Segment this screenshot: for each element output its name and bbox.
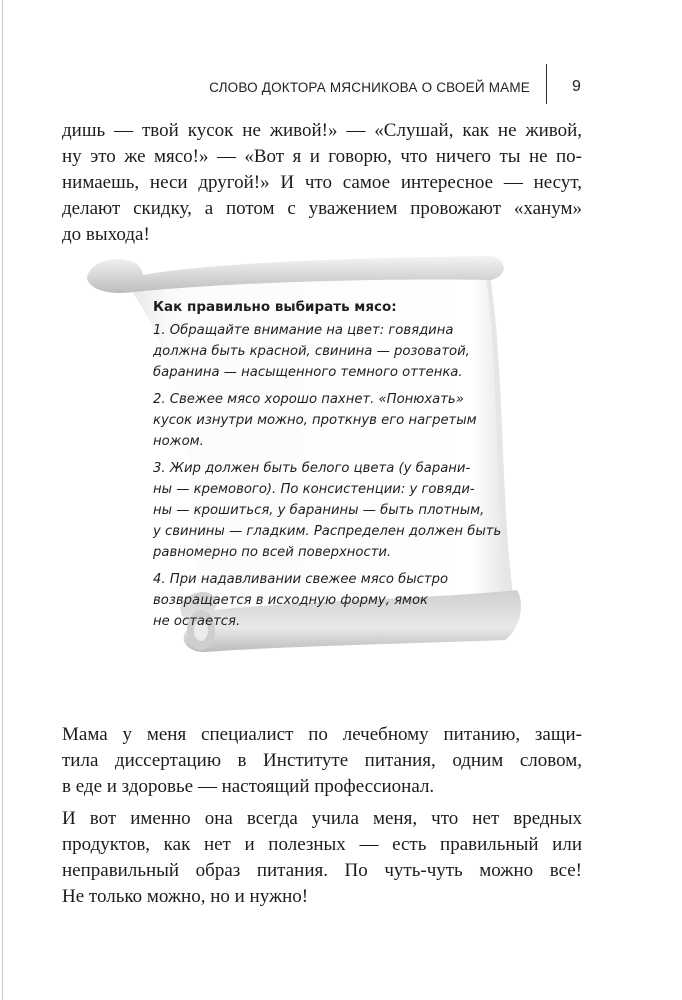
paragraph-mama: [62, 722, 582, 800]
page-edge-rule: [2, 0, 3, 1000]
meat-tips-box: [153, 298, 502, 638]
tip-line: у свинины — гладким. Распределен должен быть: [153, 524, 502, 539]
text-line: неправильный образ питания. По чуть-чуть можно все!: [62, 860, 582, 881]
text-line: нимаешь, неси другой!» И что самое интересное — несут,: [62, 172, 582, 193]
text-line: Мама у меня специалист по лечебному питанию, защи-: [62, 724, 582, 745]
text-line: в еде и здоровье — настоящий профессионал.: [62, 776, 435, 797]
tip-line: 3. Жир должен быть белого цвета (у барани-: [153, 461, 471, 476]
tip-line: ны — кремового). По консистенции: у говяди-: [153, 482, 475, 497]
page-header: [0, 74, 682, 104]
tip-line: баранина — насыщенного темного оттенка.: [153, 365, 463, 380]
tip-item: [153, 389, 483, 452]
tips-title: Как правильно выбирать мясо:: [153, 299, 397, 315]
tip-line: равномерно по всей поверхности.: [153, 545, 392, 560]
tip-line: не остается.: [153, 614, 241, 629]
tip-line: 1. Обращайте внимание на цвет: говядина: [153, 323, 454, 338]
text-line: Не только можно, но и нужно!: [62, 886, 309, 907]
tip-line: возвращается в исходную форму, ямок: [153, 593, 429, 608]
tip-item: [153, 458, 502, 563]
header-divider: [546, 64, 547, 104]
text-line: И вот именно она всегда учила меня, что нет вредных: [62, 808, 582, 829]
text-line: тила диссертацию в Институте питания, одним словом,: [62, 750, 582, 771]
tip-line: ны — крошиться, у баранины — быть плотным,: [153, 503, 485, 518]
text-line: дишь — твой кусок не живой!» — «Слушай, как не живой,: [62, 120, 582, 141]
tip-item: [153, 569, 483, 632]
text-line: делают скидку, а потом с уважением провожают «ханум»: [62, 198, 582, 219]
text-line: до выхода!: [62, 224, 150, 245]
tip-item: [153, 320, 483, 383]
paragraph-top: [62, 118, 582, 248]
paragraph-vot: [62, 806, 582, 910]
text-line: ну это же мясо!» — «Вот я и говорю, что ничего ты не по-: [62, 146, 582, 167]
tip-line: должна быть красной, свинина — розоватой,: [153, 344, 470, 359]
tip-line: кусок изнутри можно, проткнув его нагретым: [153, 413, 477, 428]
tip-line: 2. Свежее мясо хорошо пахнет. «Понюхать»: [153, 392, 464, 407]
running-title: СЛОВО ДОКТОРА МЯСНИКОВА О СВОЕЙ МАМЕ: [209, 80, 530, 95]
tip-line: ножом.: [153, 434, 204, 449]
tip-line: 4. При надавливании свежее мясо быстро: [153, 572, 449, 587]
text-line: продуктов, как нет и полезных — есть правильный или: [62, 834, 582, 855]
page-number: 9: [572, 78, 581, 95]
